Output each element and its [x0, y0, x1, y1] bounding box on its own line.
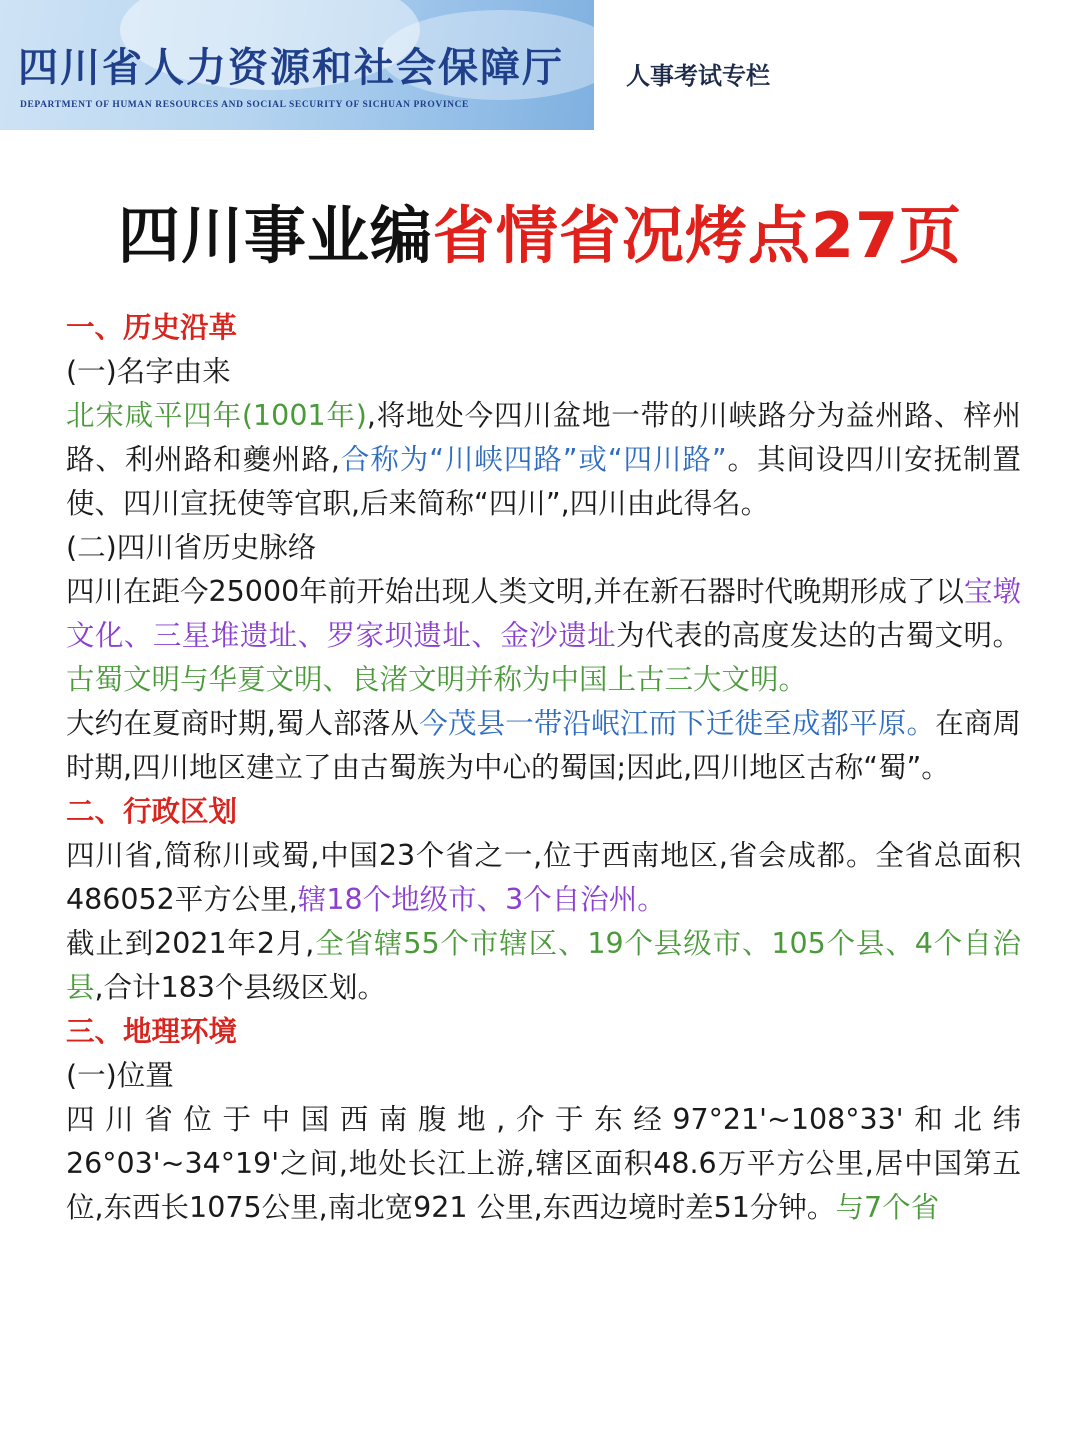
- highlight-green: 北宋咸平四年(1001年): [66, 399, 367, 432]
- paragraph: [66, 702, 1021, 790]
- highlight-blue: 今茂县一带沿岷江而下迁徙至成都平原。: [419, 707, 936, 740]
- paragraph: [66, 834, 1021, 922]
- highlight-green: 古蜀文明与华夏文明、良渚文明并称为中国上古三大文明。: [66, 663, 808, 696]
- paragraph: [66, 394, 1021, 526]
- section-heading: 一、历史沿革: [66, 311, 238, 344]
- paragraph: [66, 922, 1021, 1010]
- highlight-blue: 合称为“川峡四路”或“四川路”: [340, 443, 727, 476]
- text-run: ,将地处今四川盆地一带的川峡路分为益州路、梓州路、利州路和夔州路,: [66, 399, 1021, 476]
- text-run: 在商周时期,四川地区建立了由古蜀族为中心的蜀国;因此,四川地区古称“蜀”。: [66, 707, 1021, 784]
- section-heading: 二、行政区划: [66, 795, 238, 828]
- text-run: 四川在距今25000年前开始出现人类文明,并在新石器时代晚期形成了以: [66, 575, 964, 608]
- subsection-heading: (二)四川省历史脉络: [66, 531, 317, 564]
- paragraph: [66, 570, 1021, 702]
- header-banner: [0, 0, 594, 130]
- highlight-purple: 辖18个地级市、3个自治州。: [297, 883, 666, 916]
- org-name-cn: 四川省人力资源和社会保障厅: [18, 44, 564, 91]
- column-label: 人事考试专栏: [626, 61, 770, 90]
- header: [0, 0, 1080, 130]
- text-run: 。其间设四川安抚制置使、四川宣抚使等官职,后来简称“四川”,四川由此得名。: [66, 443, 1021, 520]
- highlight-purple: 宝墩文化、三星堆遗址、罗家坝遗址、金沙遗址: [66, 575, 1021, 652]
- page-title: [0, 186, 1080, 275]
- paragraph: [66, 1098, 1021, 1230]
- text-run: 截止到2021年2月,: [66, 927, 315, 960]
- section-heading: 三、地理环境: [66, 1015, 238, 1048]
- article-body: [66, 306, 1021, 1230]
- highlight-green: 与7个省: [835, 1191, 940, 1224]
- text-run: ,合计183个县级区划。: [94, 971, 386, 1004]
- text-run: 为代表的高度发达的古蜀文明。: [616, 619, 1021, 652]
- subsection-heading: (一)名字由来: [66, 355, 231, 388]
- text-run: 四川省位于中国西南腹地,介于东经97°21'~108°33'和北纬26°03'~34°19'之间,地处长江上游,辖区面积48.6万平方公里,居中国第五位,东西长1075公里,南北宽921 公里,东西边境时差51分钟。: [66, 1103, 1021, 1224]
- org-name-en: DEPARTMENT OF HUMAN RESOURCES AND SOCIAL SECURITY OF SICHUAN PROVINCE: [20, 100, 469, 110]
- text-run: 大约在夏商时期,蜀人部落从: [66, 707, 420, 740]
- title-part-black: 四川事业编: [117, 199, 433, 272]
- text-run: 四川省,简称川或蜀,中国23个省之一,位于西南地区,省会成都。全省总面积486052平方公里,: [66, 839, 1021, 916]
- highlight-green: 全省辖55个市辖区、19个县级市、105个县、4个自治县: [66, 927, 1021, 1004]
- title-part-red: 省情省况烤点27页: [432, 199, 963, 272]
- subsection-heading: (一)位置: [66, 1059, 174, 1092]
